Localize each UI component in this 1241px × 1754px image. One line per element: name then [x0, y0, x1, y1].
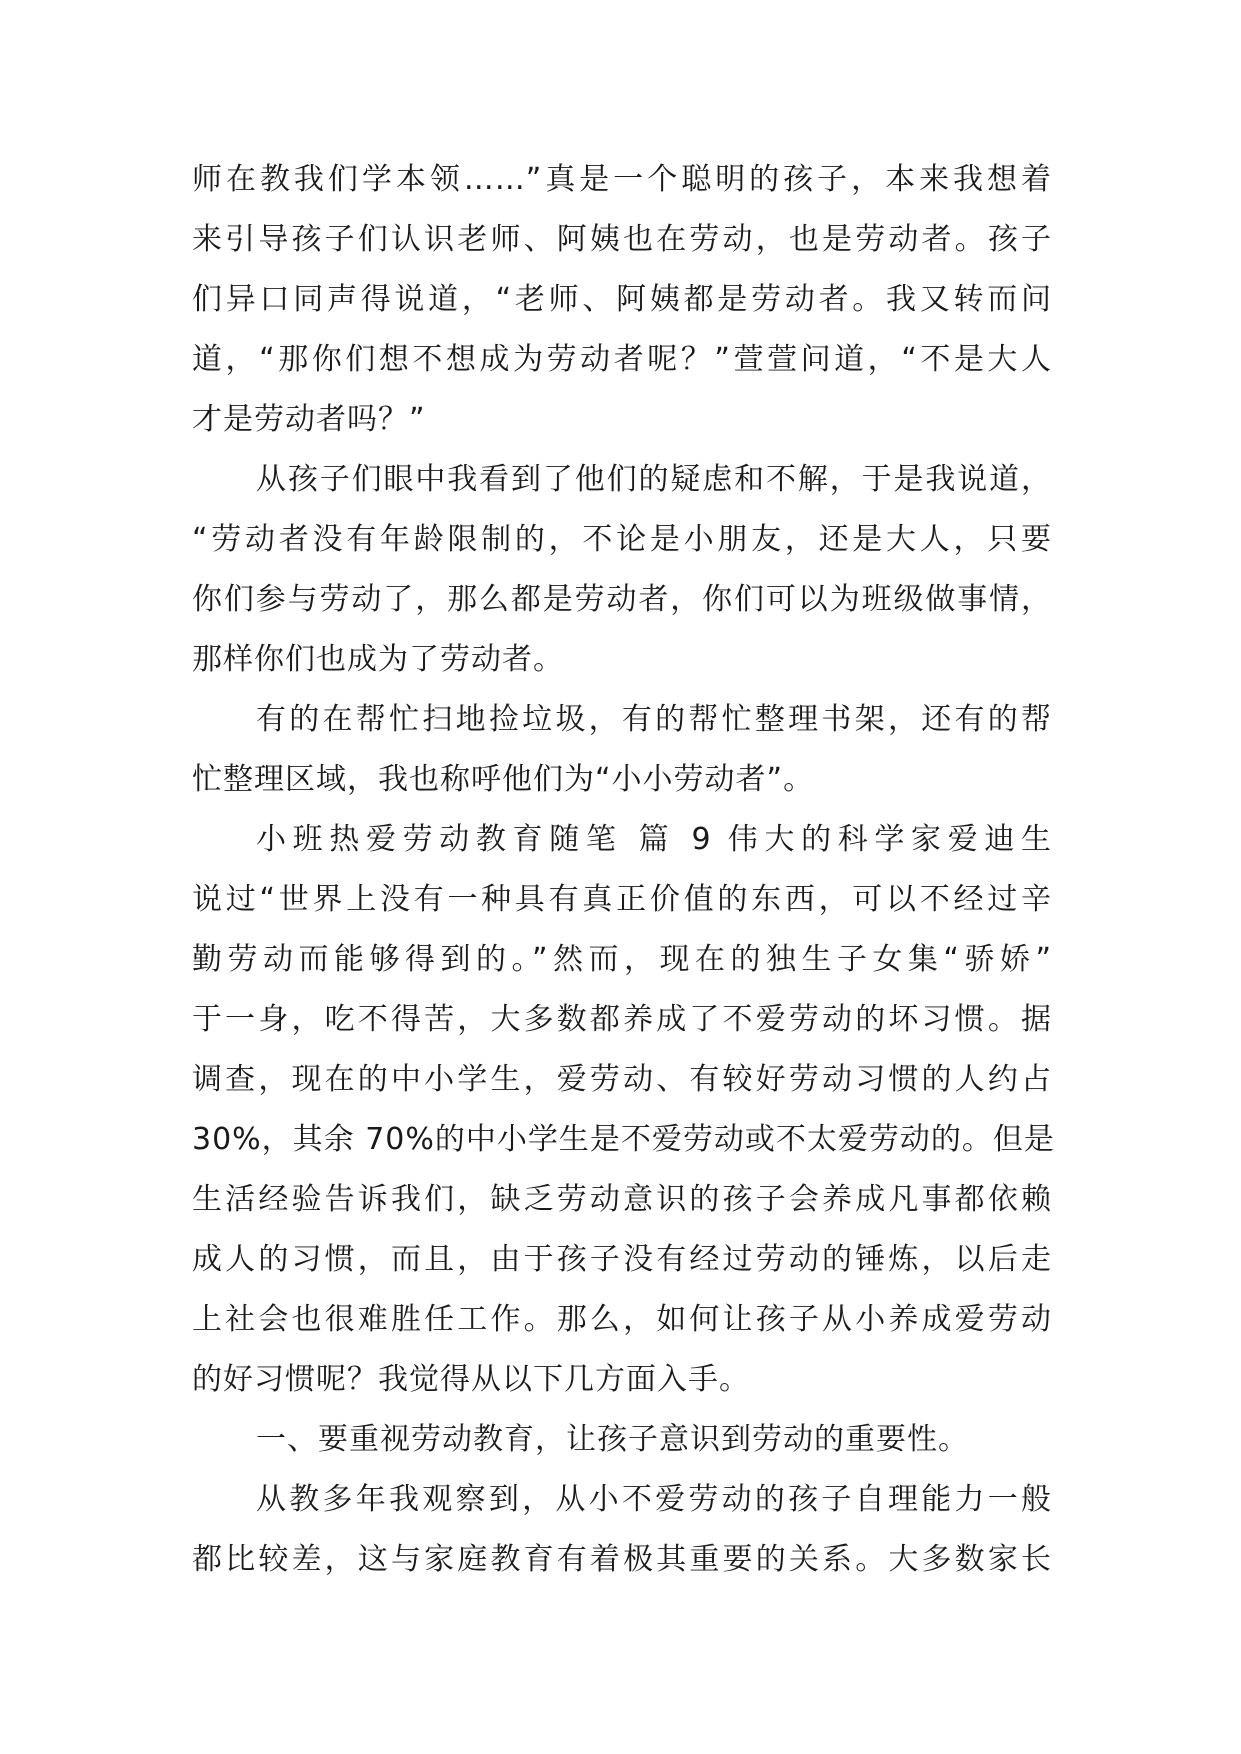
text-line: 的好习惯呢？我觉得从以下几方面入手。: [192, 1362, 750, 1397]
text-line: 勤劳动而能够得到的。”然而，现在的独生子女集“骄娇”: [192, 942, 1052, 977]
text-line: 调查，现在的中小学生，爱劳动、有较好劳动习惯的人约占: [192, 1062, 1052, 1097]
text-line: 从教多年我观察到，从小不爱劳动的孩子自理能力一般: [256, 1482, 1052, 1517]
text-line: 你们参与劳动了，那么都是劳动者，你们可以为班级做事情，: [192, 582, 1052, 617]
text-line: 成人的习惯，而且，由于孩子没有经过劳动的锤炼，以后走: [192, 1242, 1052, 1277]
text-line: 说过“世界上没有一种具有真正价值的东西，可以不经过辛: [192, 882, 1052, 917]
text-line: 有的在帮忙扫地捡垃圾，有的帮忙整理书架，还有的帮: [256, 702, 1052, 737]
text-line: 才是劳动者吗？”: [192, 402, 426, 437]
text-line: 那样你们也成为了劳动者。: [192, 642, 564, 677]
text-line: 上社会也很难胜任工作。那么，如何让孩子从小养成爱劳动: [192, 1302, 1052, 1337]
section-heading-line: 小班热爱劳动教育随笔 篇 9 伟大的科学家爱迪生: [256, 822, 1052, 857]
body-text: [192, 150, 1055, 1590]
text-line: 生活经验告诉我们，缺乏劳动意识的孩子会养成凡事都依赖: [192, 1182, 1052, 1217]
text-line: 30%，其余 70%的中小学生是不爱劳动或不太爱劳动的。但是: [192, 1122, 1055, 1157]
text-line: “劳动者没有年龄限制的，不论是小朋友，还是大人，只要: [192, 522, 1052, 557]
list-heading-line: 一、要重视劳动教育，让孩子意识到劳动的重要性。: [256, 1422, 969, 1457]
text-line: 道，“那你们想不想成为劳动者呢？”萱萱问道，“不是大人: [192, 342, 1052, 377]
text-line: 忙整理区域，我也称呼他们为“小小劳动者”。: [192, 762, 815, 797]
text-line: 从孩子们眼中我看到了他们的疑虑和不解，于是我说道，: [256, 462, 1052, 497]
text-line: 师在教我们学本领……”真是一个聪明的孩子，本来我想着: [192, 162, 1052, 197]
text-line: 于一身，吃不得苦，大多数都养成了不爱劳动的坏习惯。据: [192, 1002, 1052, 1037]
text-line: 来引导孩子们认识老师、阿姨也在劳动，也是劳动者。孩子: [192, 222, 1052, 257]
text-line: 们异口同声得说道，“老师、阿姨都是劳动者。我又转而问: [192, 282, 1052, 317]
text-line: 都比较差，这与家庭教育有着极其重要的关系。大多数家长: [192, 1542, 1052, 1577]
